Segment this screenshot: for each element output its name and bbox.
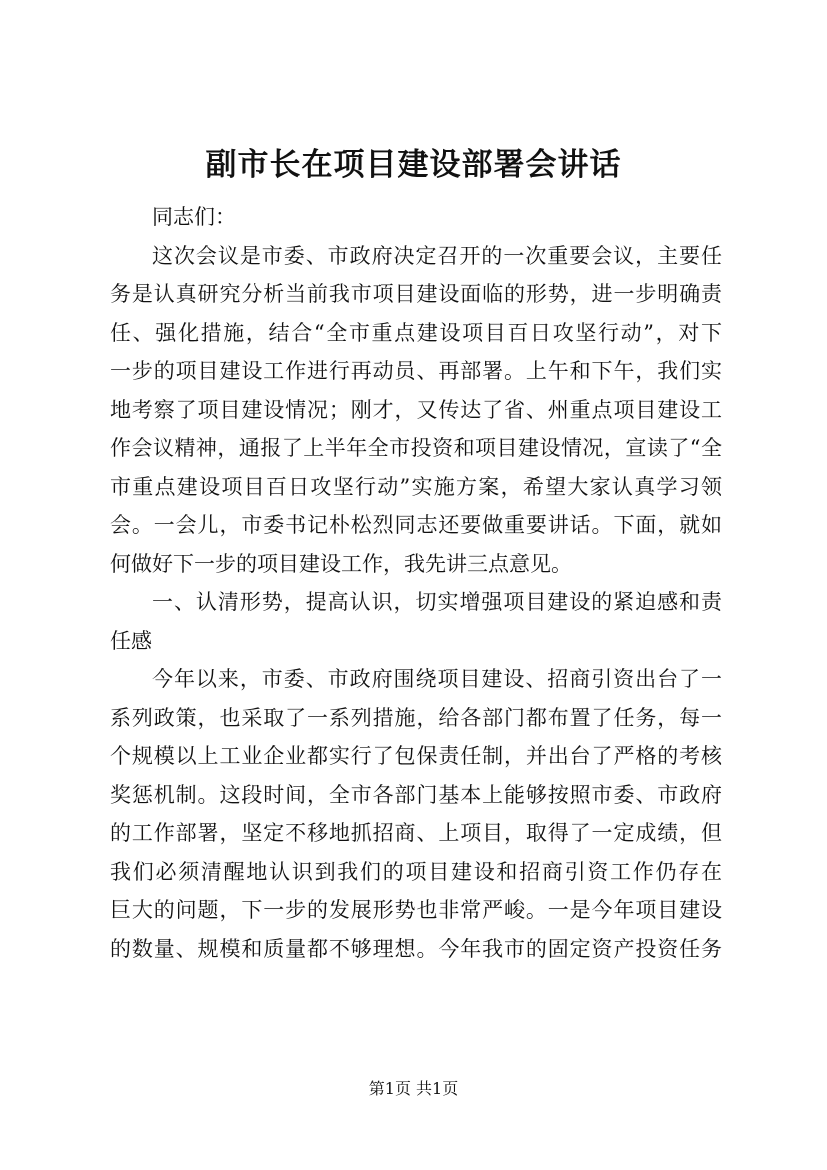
paragraph-1-line-2: 务是认真研究分析当前我市项目建设面临的形势，进一步明确责: [110, 282, 722, 306]
paragraph-1-line-8: 会。一会儿，市委书记朴松烈同志还要做重要讲话。下面，就如: [110, 513, 722, 537]
document-title: 副市长在项目建设部署会讲话: [205, 147, 622, 183]
paragraph-3-line-2: 系列政策，也采取了一系列措施，给各部门都布置了任务，每一: [110, 705, 722, 730]
paragraph-3-line-7: 巨大的问题，下一步的发展形势也非常严峻。一是今年项目建设: [110, 898, 722, 922]
section-heading-line-2: 任感: [110, 628, 152, 653]
section-heading-line-1: 一、认清形势，提高认识，切实增强项目建设的紧迫感和责: [152, 590, 722, 614]
paragraph-3-line-6: 我们必须清醒地认识到我们的项目建设和招商引资工作仍存在: [110, 859, 722, 884]
paragraph-3-line-4: 奖惩机制。这段时间，全市各部门基本上能够按照市委、市政府: [110, 782, 722, 807]
paragraph-1-line-6: 作会议精神，通报了上半年全市投资和项目建设情况，宣读了“全: [110, 436, 722, 460]
paragraph-3-line-8: 的数量、规模和质量都不够理想。今年我市的固定资产投资任务: [110, 936, 722, 961]
paragraph-1-line-5: 地考察了项目建设情况；刚才，又传达了省、州重点项目建设工: [110, 397, 722, 422]
paragraph-1-line-7: 市重点建设项目百日攻坚行动”实施方案，希望大家认真学习领: [110, 474, 722, 499]
paragraph-3-line-3: 个规模以上工业企业都实行了包保责任制，并出台了严格的考核: [110, 744, 722, 768]
page-footer: 第1页 共1页: [368, 1079, 459, 1098]
salutation-line: 同志们：: [152, 205, 236, 229]
paragraph-1-line-9: 何做好下一步的项目建设工作，我先讲三点意见。: [110, 551, 572, 576]
paragraph-3-line-5: 的工作部署，坚定不移地抓招商、上项目，取得了一定成绩，但: [110, 821, 722, 845]
paragraph-3-line-1: 今年以来，市委、市政府围绕项目建设、招商引资出台了一: [152, 667, 722, 691]
paragraph-1-line-4: 一步的项目建设工作进行再动员、再部署。上午和下午，我们实: [110, 359, 722, 383]
document-body: [110, 198, 722, 968]
paragraph-1-line-3: 任、强化措施，结合“全市重点建设项目百日攻坚行动”，对下: [110, 320, 722, 345]
paragraph-1-line-1: 这次会议是市委、市政府决定召开的一次重要会议，主要任: [152, 243, 722, 268]
